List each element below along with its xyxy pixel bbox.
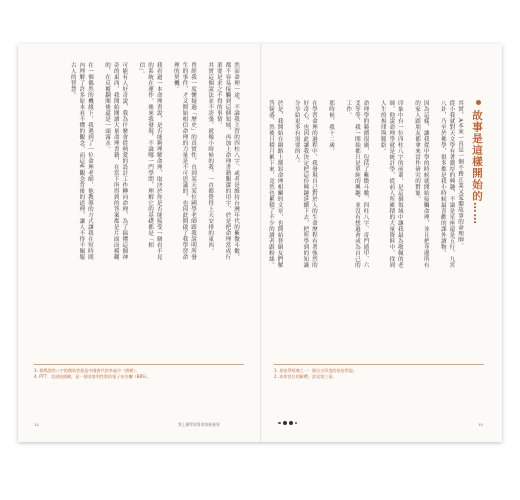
left-paragraph-1: 然而命理一途，不論我主習的四柱八字，或者是維持台灣年代的紫微斗數，都不容易接觸到這個領域，再加上命理書籍艱澀的用字，於是把命理當成行業要是求之不得的事情。 xyxy=(215,62,239,260)
right-footnotes xyxy=(274,364,484,381)
left-page-number: 14 xyxy=(34,422,39,427)
book-spread xyxy=(18,44,502,442)
ornament-dot xyxy=(295,422,298,425)
footnote-divider xyxy=(34,364,244,365)
right-page-body xyxy=(267,100,464,270)
footnote-4: 4. PTT：北部校園網，是一個非營利性質的電子布告欄（BBS）。 xyxy=(34,374,151,380)
right-paragraph-5: 命理學的範圍很廣，包括了紫微斗數、四柱八字、奇門遁甲、六爻等等，我一開始都只是單純的興趣，並沒有想過會成為自己的工作。 xyxy=(345,100,369,268)
ornament-dot xyxy=(289,421,293,425)
left-paragraph-4: 我看過一本命理書說，是否能夠理解命理，取決於你是否能接受一個看不見的系統在運作。後來我發現，不論哪一門學問，理解它的基礎都是「相信」。 xyxy=(138,62,162,260)
running-footer: 我上網學習算命的新視界 xyxy=(178,422,220,427)
ornament-dot xyxy=(283,421,287,425)
left-paragraph-2: 其實這個說法並不誇張，就像小時候的我，一直都覺得上天安排的東西。 xyxy=(207,62,214,254)
footnote-3: 3. 相傳說明八字的創始者就是中國唐代的李虛中（唐朝）。 xyxy=(34,368,140,373)
heading-bullet-icon xyxy=(476,100,481,105)
right-paragraph-7: 在學習命理的過程中，我發現自己對於人的生命歷程有著強烈的好奇心，也因此讓我決定把這份興趣延續下去，把所學到的知識分享給更多有需要的人。 xyxy=(293,100,317,268)
ornament-dot xyxy=(278,422,281,425)
left-paragraph-5: 可能有人好奇說，我為什麼會從熱愛的設計工作轉向命理，為了搞懂這個神奇的東西，我開始閱讀大量命理書籍，在當下所得到的答案都是片面而模糊的，在反覆翻閱後還是一頭霧水。 xyxy=(104,62,128,260)
right-paragraph-6: 那時候，我十二歲。 xyxy=(328,100,335,154)
right-paragraph-3: 因為這樣，讓我從中學的時候就開始接觸命理，並且把身邊所有的家人跟朋友都拿來當作研究的對象。 xyxy=(414,100,429,268)
right-paragraph-2: 從小我就對天文學有著濃厚的興趣，不論是星座還是五行、九宮八卦，乃至於佛學，很多都是我小時候最喜歡的課外讀物。 xyxy=(439,100,455,268)
right-paragraph-1: 其實，A本來一直是一個不務正業又愛聽故事的命理師。 xyxy=(457,100,463,249)
right-paragraph-8: 於是，我開始在網路上撰寫命理相關的文章，也開始替網友們解答疑惑，然後日積月累下來，竟然也累積了不少的讀者跟粉絲。 xyxy=(267,100,283,268)
right-page xyxy=(262,44,502,442)
left-page-body xyxy=(38,62,240,262)
chapter-heading: 故事是這樣開始的…… xyxy=(471,110,483,225)
left-page xyxy=(18,44,260,442)
footnote-1: 1. 星宿學經典之一：源自古印度的星宿學說。 xyxy=(274,368,357,373)
footnote-2: 2. 本命宮位的解釋，詳見第三章。 xyxy=(274,374,337,380)
left-paragraph-6: 在一個偶然的機緣下，我遇到了一位命理老師，他教導的方式讓我在短時間內理解了許多原本看不懂的觀念，而這些觀念背後的道理，讓人不得不佩服古人的智慧。 xyxy=(69,62,93,260)
right-paragraph-4: 印象中有一位四柱八字的前輩，是這個領域中讓我最為敬佩的老師，他說命理學就是統計學，從前人所累積的大量資料中，找到人生的規律與脈絡。 xyxy=(379,100,403,268)
footnote-divider-right xyxy=(274,364,484,365)
right-page-number: 15 xyxy=(478,422,483,427)
left-footnotes xyxy=(34,364,244,381)
page-ornament-dots xyxy=(278,421,297,425)
left-paragraph-3: 曾經我一度懷疑過「歷史」的真實性，直到某天某位國學老師跟我說明所發生的事件，才又開始相信命理的力量是不可思議的，也因此開啟了我學習命理的契機。 xyxy=(172,62,197,260)
